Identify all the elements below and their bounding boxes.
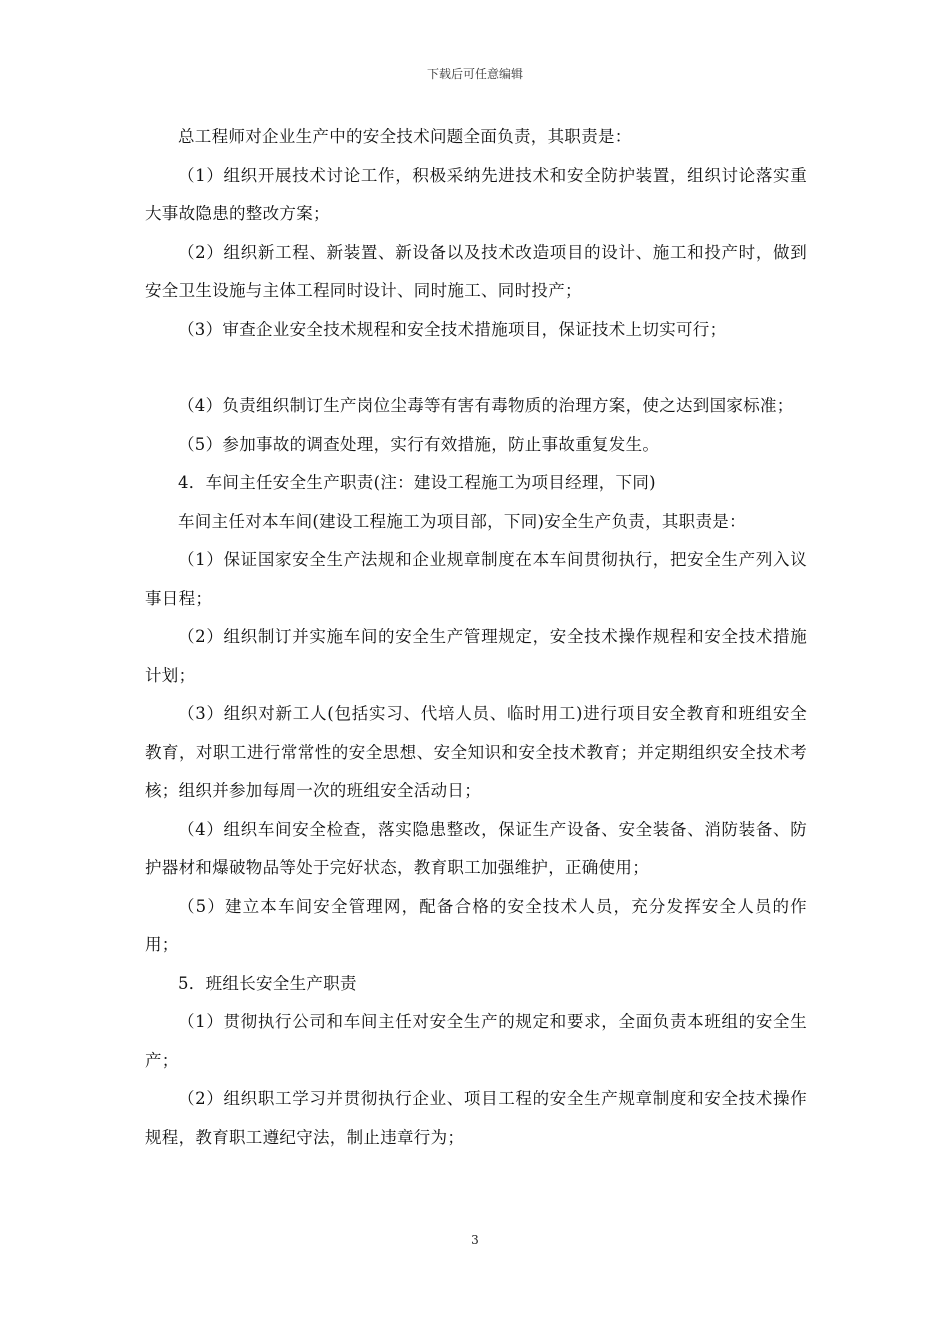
paragraph-workshop-item-1: （1）保证国家安全生产法规和企业规章制度在本车间贯彻执行，把安全生产列入议事日程； <box>145 550 807 608</box>
paragraph-team-item-2: （2）组织职工学习并贯彻执行企业、项目工程的安全生产规章制度和安全技术操作规程，教育职工遵纪守法，制止违章行为； <box>145 1089 807 1147</box>
page-number: 3 <box>471 1233 479 1247</box>
document-body <box>145 118 807 1157</box>
paragraph-item-2: （2）组织新工程、新装置、新设备以及技术改造项目的设计、施工和投产时，做到安全卫生设施与主体工程同时设计、同时施工、同时投产； <box>145 242 807 300</box>
paragraph-workshop-item-5: （5）建立本车间安全管理网，配备合格的安全技术人员，充分发挥安全人员的作用； <box>145 896 807 954</box>
page-header: 下载后可任意编辑 <box>426 67 523 81</box>
blank-line <box>145 349 807 387</box>
paragraph-workshop-intro: 车间主任对本车间(建设工程施工为项目部，下同)安全生产负责，其职责是： <box>178 511 746 531</box>
paragraph-chief-engineer-intro: 总工程师对企业生产中的安全技术问题全面负责，其职责是： <box>178 127 632 146</box>
paragraph-workshop-item-2: （2）组织制订并实施车间的安全生产管理规定，安全技术操作规程和安全技术措施计划； <box>145 627 807 685</box>
paragraph-workshop-item-4: （4）组织车间安全检查，落实隐患整改，保证生产设备、安全装备、消防装备、防护器材和爆破物品等处于完好状态，教育职工加强维护，正确使用； <box>145 819 807 877</box>
paragraph-item-1: （1）组织开展技术讨论工作，积极采纳先进技术和安全防护装置，组织讨论落实重大事故隐患的整改方案； <box>145 165 807 223</box>
section-heading-team-leader: 5．班组长安全生产职责 <box>178 973 357 993</box>
section-heading-workshop-director: 4．车间主任安全生产职责(注：建设工程施工为项目经理，下同) <box>178 473 656 492</box>
paragraph-workshop-item-3: （3）组织对新工人(包括实习、代培人员、临时用工)进行项目安全教育和班组安全教育，对职工进行常常性的安全思想、安全知识和安全技术教育；并定期组织安全技术考核；组织并参加每周一次的班组安全活动日； <box>145 704 807 800</box>
paragraph-team-item-1: （1）贯彻执行公司和车间主任对安全生产的规定和要求，全面负责本班组的安全生产； <box>145 1012 807 1070</box>
paragraph-item-3: （3）审查企业安全技术规程和安全技术措施项目，保证技术上切实可行； <box>178 319 727 339</box>
paragraph-item-5: （5）参加事故的调查处理，实行有效措施，防止事故重复发生。 <box>178 434 660 454</box>
paragraph-item-4: （4）负责组织制订生产岗位尘毒等有害有毒物质的治理方案，使之达到国家标准； <box>178 396 794 415</box>
